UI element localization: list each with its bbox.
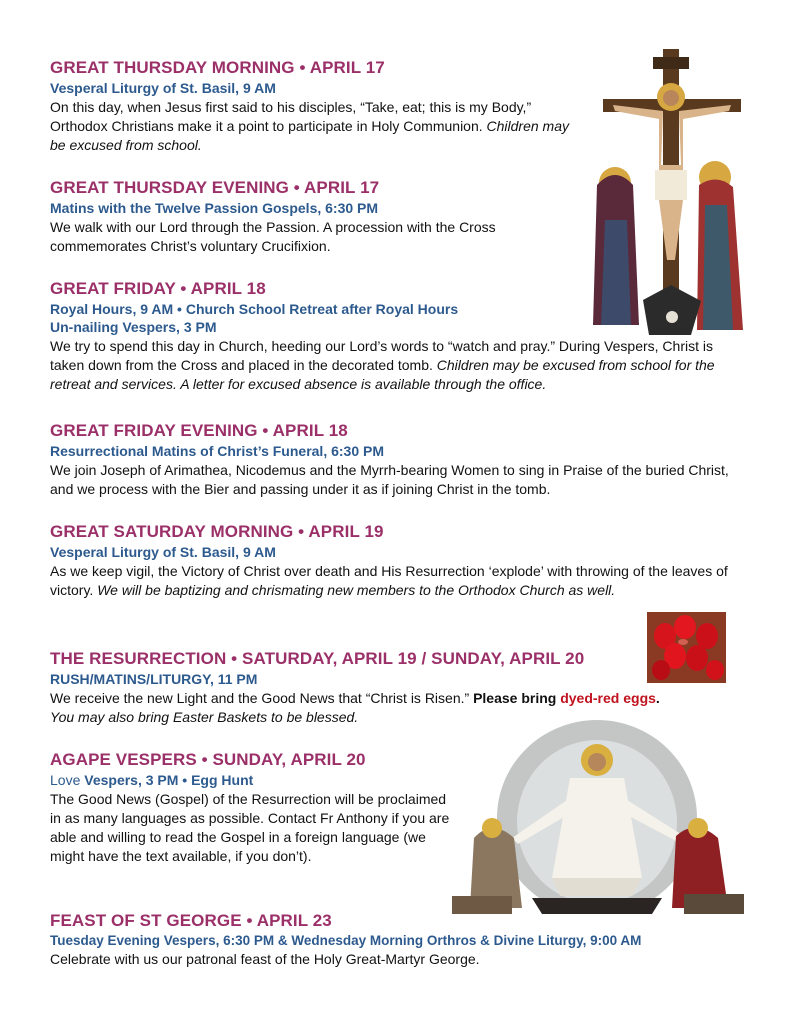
service-time: Matins with the Twelve Passion Gospels, 6:30 PM (50, 200, 379, 216)
section-great-friday-evening (50, 421, 745, 499)
section-heading: THE RESURRECTION • SATURDAY, APRIL 19 / SUNDAY, APRIL 20 (50, 649, 585, 668)
service-time: Love Vespers, 3 PM • Egg Hunt (50, 772, 254, 788)
italic-note: Children may be excused from school for the retreat and services. A letter for excused absence is available through the office. (50, 357, 715, 392)
service-time: Resurrectional Matins of Christ’s Funeral, 6:30 PM (50, 443, 385, 459)
service-time: Royal Hours, 9 AM • Church School Retreat after Royal Hours (50, 301, 459, 317)
section-body: We join Joseph of Arimathea, Nicodemus and the Myrrh-bearing Women to sing in Praise of the buried Christ, and we process with the Bier and passing under it as if joining Christ in the tomb. (50, 462, 729, 497)
crucifixion-icon (583, 45, 758, 340)
service-time: Vesperal Liturgy of St. Basil, 9 AM (50, 544, 276, 560)
section-body: As we keep vigil, the Victory of Christ over death and His Resurrection ‘explode’ with throwing of the leaves of victory. We will be baptizing and chrismating new members to the Orthodox Church as well. (50, 563, 728, 598)
red-eggs-text: dyed-red eggs (560, 690, 656, 706)
section-great-saturday-morning (50, 522, 745, 600)
service-time: Tuesday Evening Vespers, 6:30 PM & Wednesday Morning Orthros & Divine Liturgy, 9:00 AM (50, 933, 642, 948)
section-body: We try to spend this day in Church, heeding our Lord’s words to “watch and pray.” During Vespers, Christ is taken down from the Cross and placed in the decorated tomb. Children may be excused from school for the retreat and services. A letter for excused absence is available through the office. (50, 338, 715, 392)
section-heading: GREAT THURSDAY MORNING • APRIL 17 (50, 58, 385, 77)
section-feast-st-george (50, 911, 760, 969)
section-heading: GREAT FRIDAY EVENING • APRIL 18 (50, 421, 348, 440)
section-agape-vespers (50, 750, 450, 866)
section-heading: GREAT SATURDAY MORNING • APRIL 19 (50, 522, 384, 541)
service-time: Un-nailing Vespers, 3 PM (50, 319, 217, 335)
section-heading: GREAT FRIDAY • APRIL 18 (50, 279, 266, 298)
red-eggs-image (647, 612, 726, 683)
section-great-thursday-evening (50, 178, 570, 256)
section-body: We receive the new Light and the Good News that “Christ is Risen.” Please bring dyed-red eggs. You may also bring Easter Baskets to be blessed. (50, 690, 660, 725)
resurrection-icon (452, 718, 744, 914)
section-great-thursday-morning (50, 58, 570, 155)
italic-note: We will be baptizing and chrismating new members to the Orthodox Church as well. (97, 582, 616, 598)
section-heading: GREAT THURSDAY EVENING • APRIL 17 (50, 178, 380, 197)
section-body: We walk with our Lord through the Passion. A procession with the Cross commemorates Christ’s voluntary Crucifixion. (50, 219, 496, 254)
section-body: The Good News (Gospel) of the Resurrection will be proclaimed in as many languages as possible. Contact Fr Anthony if you are able and willing to read the Gospel in a foreign language (we might have the text available, if you don’t). (50, 791, 450, 864)
italic-note: You may also bring Easter Baskets to be blessed. (50, 709, 359, 725)
section-heading: FEAST OF ST GEORGE • APRIL 23 (50, 911, 332, 930)
bold-request: Please bring (473, 690, 557, 706)
section-heading: AGAPE VESPERS • SUNDAY, APRIL 20 (50, 750, 366, 769)
section-body: On this day, when Jesus first said to his disciples, “Take, eat; this is my Body,” Orthodox Christians make it a point to participate in Holy Communion. Children may be excused from school. (50, 99, 570, 153)
section-resurrection (50, 649, 750, 727)
service-time: RUSH/MATINS/LITURGY, 11 PM (50, 671, 258, 687)
italic-note: Children may be excused from school. (50, 118, 570, 153)
section-body: Celebrate with us our patronal feast of the Holy Great-Martyr George. (50, 951, 480, 967)
service-time: Vesperal Liturgy of St. Basil, 9 AM (50, 80, 276, 96)
